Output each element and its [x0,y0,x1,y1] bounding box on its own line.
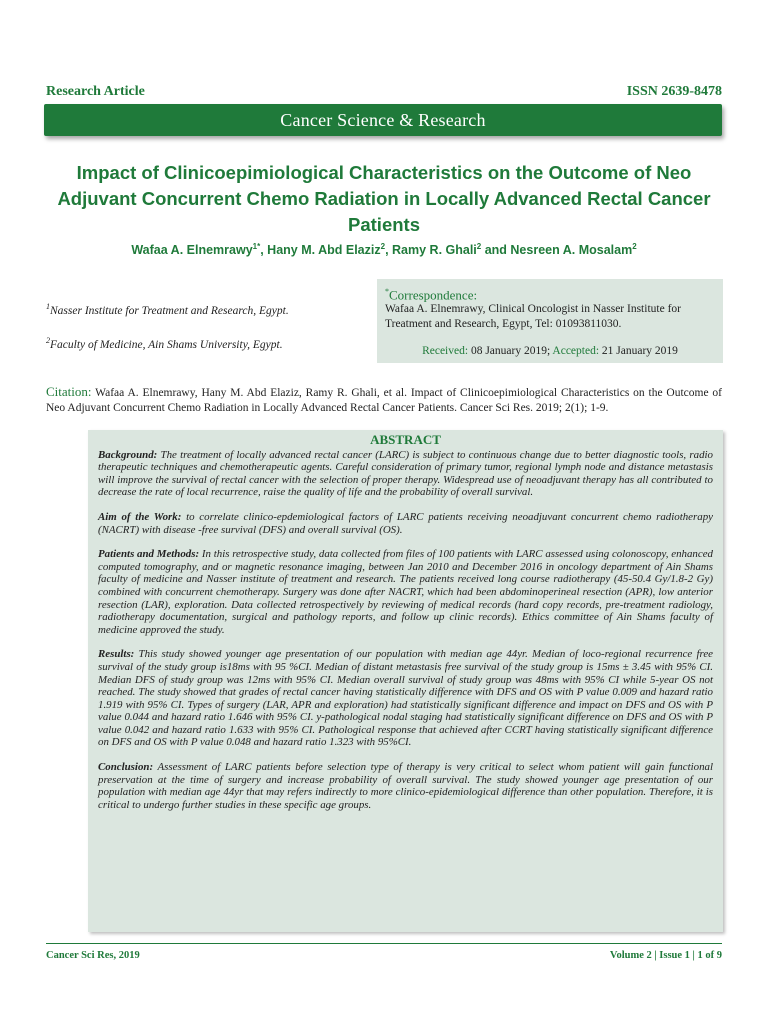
author-separator: and [481,243,511,258]
author: Hany M. Abd Elaziz [267,243,381,258]
top-header-line [46,84,722,100]
affiliation: $^2$Faculty of Medicine, Ain Shams University, Egypt. [46,335,283,351]
author: Nesreen A. Mosalam [510,243,633,258]
issn: ISSN 2639-8478 [626,84,722,99]
author-list [40,242,728,257]
article-type: Research Article [46,84,145,99]
article-dates [385,344,715,359]
correspondence-box [377,279,723,363]
affiliations [46,298,366,366]
affiliation: $^1$Nasser Institute for Treatment and Research, Egypt. [46,302,289,317]
paper-title: Impact of Clinicoepimiological Characteristics on the Outcome of Neo Adjuvant Concurrent Chemo Radiation in Locally Advanced Rectal Cancer Patients [57,162,711,235]
citation-text: Wafaa A. Elnemrawy, Hany M. Abd Elaziz, Ramy R. Ghali, et al. Impact of Clinicoepimiological Characteristics on the Outcome of Neo Adjuvant Concurrent Chemo Radiation in Locally Advanced Rectal Cancer Patients. Cancer Sci Res. 2019; 2(1); 1-9. [46,387,723,414]
journal-name: Cancer Science & Research [280,109,486,130]
author-separator: , [260,243,268,258]
abstract-section: Conclusion: Assessment of LARC patients before selection type of therapy is very critical to select whom patient will gain functional preservation at the time of surgery and increase probability of overall survival. The study showed younger age presentation of our population with median age 44yr that may refers indirectly to more clinico-epidemiological difference than other population. Therefore, it is critical to undergo further studies in these specific age groups. [98,761,714,811]
abstract-heading: ABSTRACT [370,432,441,447]
page-footer [46,950,722,961]
correspondence-heading: *Correspondence: [385,287,478,303]
abstract-box [88,430,723,932]
footer-pagination: Volume 2 | Issue 1 | 1 of 9 [609,950,722,961]
author: Wafaa A. Elnemrawy [131,243,253,258]
author-sup: 2 [476,242,482,251]
author-sup: 2 [380,242,386,251]
author: Ramy R. Ghali [392,243,477,258]
author-separator: , [385,243,393,258]
footer-divider [46,943,722,944]
date-separator: ; [546,345,551,358]
abstract-section: Results: This study showed younger age presentation of our population with median age 44yr. Median of loco-regional recurrence free survival of the study group is18ms with 95 %CI. Median of distant metastasis free survival of the study group is 15ms ± 3.45 with 95% CI. Median DFS of study group was 12ms with 95% CI. Median overall survival of study group was 48ms with 95% CI while 5-year OS not reached. The study showed that grades of rectal cancer having statistically difference with DFS and OS with P value 0.009 and hazard ratio 1.919 with 95% CI. Types of surgery (LAR, APR and exploration) had statistically significant difference and impact on DFS and OS with P value 0.044 and hazard ratio 1.646 with 95% CI. y-pathological nodal staging had statistically significant difference on DFS and OS with P value 0.042 and hazard ratio 1.633 with 95% CI. Pathological response that achieved after CCRT having statistically significant difference on DFS and OS with P value 0.048 and hazard ratio 1.323 with 95%CI. [98,648,713,749]
abstract-section: Patients and Methods: In this retrospective study, data collected from files of 100 patients with LARC assessed using colonoscopy, enhanced computed tomography, and or magnetic resonance imaging, between Jan 2010 and December 2016 in oncology department of Ain Shams faculty of medicine and Nasser institute of treatment and research. The patients received long course radiotherapy (45-50.4 Gy/1.8-2 Gy) combined with concurrent chemotherapy. Surgery was done after NACRT, which had been abdominoperineal resection (APR), low anterior resection (LAR), exploration. Data collected retrospectively by reviewing of medical records (hard copy records, pre-treatment radiology, radiotherapy documentation, surgical and pathology reports, and follow up clinic records). Ethics committee of Ain Shams faculty of medicine approved the study. [98,548,713,636]
citation [46,384,722,416]
journal-banner [44,104,722,136]
accepted-label: Accepted: [552,345,600,358]
received-label: Received: [422,345,469,358]
accepted-date: 21 January 2019 [601,345,678,358]
footer-journal: Cancer Sci Res, 2019 [46,950,140,961]
author-sup: 1* [252,242,261,251]
abstract-section: Background: The treatment of locally advanced rectal cancer (LARC) is subject to continuous change due to better diagnostic tools, radio therapeutic techniques and chemotherapeutic agents. Careful consideration of primary tumor, regional lymph node and distance metastasis will improve the survival of rectal cancer with the selection of proper therapy. Widespread use of neoadjuvant therapy has all contributed to decrease the rate of local recurrence, raise the quality of life and the probability of overall survival. [98,448,713,499]
author-sup: 2 [632,242,637,251]
citation-label: Citation: [46,384,92,399]
abstract-section: Aim of the Work: to correlate clinico-epdemiological factors of LARC patients receiving neoadjuvant concurrent chemo radiotherapy (NACRT) with disease -free survival (DFS) and overall survival (OS). [98,510,713,536]
correspondence-text: Wafaa A. Elnemrawy, Clinical Oncologist in Nasser Institute for Treatment and Research, Egypt, Tel: 01093811030. [385,303,681,331]
received-date: 08 January 2019 [470,345,547,358]
